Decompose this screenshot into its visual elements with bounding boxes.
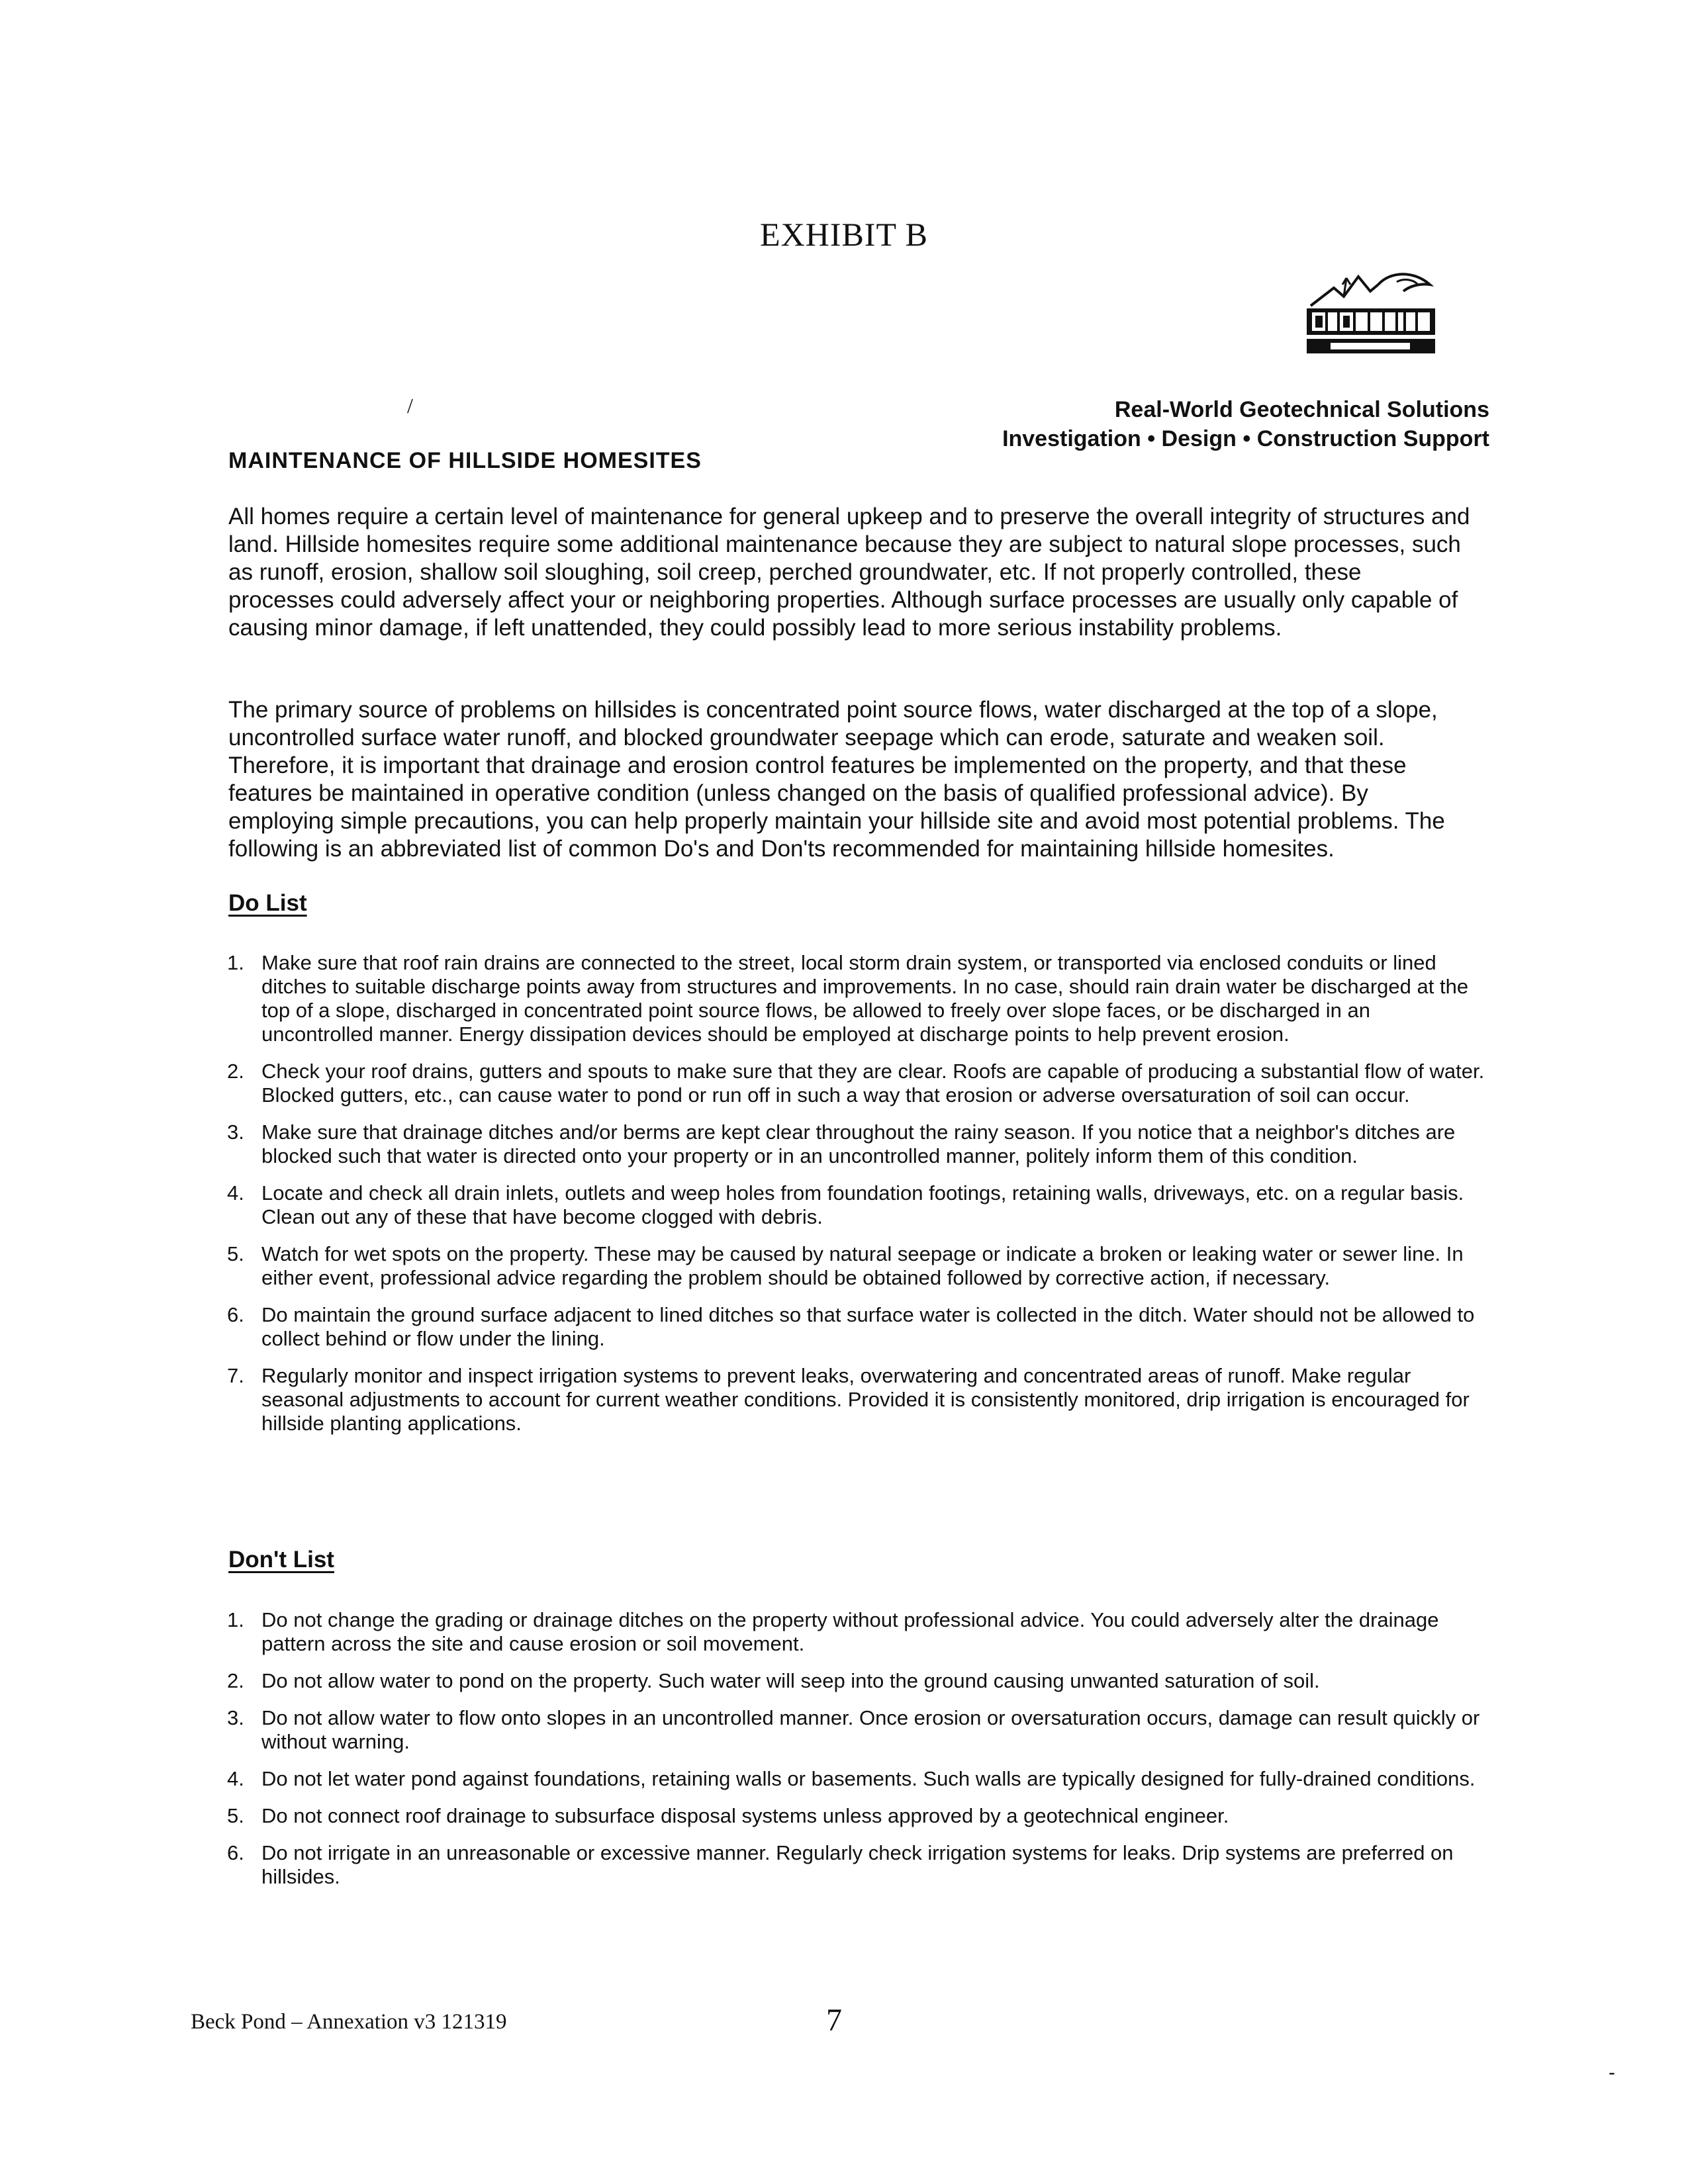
- item-number: 1.: [227, 1608, 244, 1631]
- list-item: [222, 1608, 1486, 1656]
- item-number: 6.: [227, 1841, 244, 1864]
- item-number: 2.: [227, 1669, 244, 1692]
- item-text: Do maintain the ground surface adjacent to lined ditches so that surface water is collected in the ditch. Water should not be allowed to collect behind or flow under the lining.: [261, 1303, 1475, 1350]
- item-text: Check your roof drains, gutters and spouts to make sure that they are clear. Roofs are capable of producing a substantial flow of water. Blocked gutters, etc., can cause water to pond or run off in such a way that erosion or adverse oversaturation of soil can occur.: [261, 1060, 1485, 1107]
- item-text: Do not irrigate in an unreasonable or excessive manner. Regularly check irrigation systems for leaks. Drip systems are preferred on hillsides.: [261, 1841, 1454, 1888]
- corner-mark: -: [1609, 2062, 1615, 2083]
- list-item: [222, 1669, 1486, 1693]
- list-item: [222, 1242, 1486, 1290]
- item-text: Locate and check all drain inlets, outlets and weep holes from foundation footings, retaining walls, driveways, etc. on a regular basis. Clean out any of these that have become clogged with debris.: [261, 1181, 1464, 1228]
- item-text: Make sure that drainage ditches and/or berms are kept clear throughout the rainy season. If you notice that a neighbor's ditches are blocked such that water is directed onto your property or in an uncontrolled manner, politely inform them of this condition.: [261, 1120, 1456, 1167]
- list-item: [222, 1841, 1486, 1889]
- do-list-heading: Do List: [228, 890, 307, 916]
- item-number: 3.: [227, 1706, 244, 1729]
- list-item: [222, 1120, 1486, 1168]
- dont-list: [222, 1608, 1486, 1902]
- list-item: [222, 1804, 1486, 1828]
- list-item: [222, 1181, 1486, 1229]
- item-text: Regularly monitor and inspect irrigation systems to prevent leaks, overwatering and concentrated areas of runoff. Make regular seasonal adjustments to account for current weather conditions. Provided it is consistently monitored, drip irrigation is encouraged for hillside planting applications.: [261, 1364, 1470, 1435]
- item-number: 1.: [227, 951, 244, 974]
- list-item: [222, 1767, 1486, 1791]
- item-text: Do not let water pond against foundations, retaining walls or basements. Such walls are typically designed for fully-drained conditions.: [261, 1767, 1476, 1790]
- item-number: 3.: [227, 1120, 244, 1144]
- list-item: [222, 1060, 1486, 1107]
- stray-mark: /: [407, 394, 413, 418]
- list-item: [222, 1364, 1486, 1435]
- intro-paragraph: All homes require a certain level of maintenance for general upkeep and to preserve the overall integrity of structures and land. Hillside homesites require some additional maintenance because they are subject to natural slope processes, such as runoff, erosion, shallow soil sloughing, soil creep, perched groundwater, etc. If not properly controlled, these processes could adversely affect your or neighboring properties. Although surface processes are usually only capable of causing minor damage, if left unattended, they could possibly lead to more serious instability problems.: [228, 504, 1470, 641]
- item-number: 4.: [227, 1767, 244, 1790]
- tagline-line-1: Real-World Geotechnical Solutions: [1114, 397, 1489, 422]
- company-tagline: [1002, 395, 1489, 453]
- page-number: 7: [826, 2003, 842, 2038]
- geopacific-logo: [1297, 265, 1443, 364]
- section-heading: MAINTENANCE OF HILLSIDE HOMESITES: [228, 448, 702, 473]
- item-number: 4.: [227, 1181, 244, 1205]
- item-text: Do not allow water to pond on the property. Such water will seep into the ground causing unwanted saturation of soil.: [261, 1669, 1320, 1692]
- problems-paragraph: The primary source of problems on hillsides is concentrated point source flows, water discharged at the top of a slope, uncontrolled surface water runoff, and blocked groundwater seepage which can erode, saturate and weaken soil. Therefore, it is important that drainage and erosion control features be implemented on the property, and that these features be maintained in operative condition (unless changed on the basis of qualified professional advice). By employing simple precautions, you can help properly maintain your hillside site and avoid most potential problems. The following is an abbreviated list of common Do's and Don'ts recommended for maintaining hillside homesites.: [228, 697, 1445, 862]
- item-text: Do not allow water to flow onto slopes in an uncontrolled manner. Once erosion or oversaturation occurs, damage can result quickly or without warning.: [261, 1706, 1480, 1753]
- tagline-line-2: Investigation • Design • Construction Support: [1002, 426, 1489, 451]
- item-number: 7.: [227, 1364, 244, 1387]
- item-number: 2.: [227, 1060, 244, 1083]
- list-item: [222, 951, 1486, 1046]
- list-item: [222, 1303, 1486, 1351]
- list-item: [222, 1706, 1486, 1754]
- do-list: [222, 951, 1486, 1449]
- item-number: 6.: [227, 1303, 244, 1326]
- exhibit-title: EXHIBIT B: [760, 216, 928, 253]
- item-number: 5.: [227, 1804, 244, 1827]
- item-text: Watch for wet spots on the property. These may be caused by natural seepage or indicate a broken or leaking water or sewer line. In either event, professional advice regarding the problem should be obtained followed by corrective action, if necessary.: [261, 1242, 1464, 1289]
- footer-document-id: Beck Pond – Annexation v3 121319: [191, 2010, 507, 2034]
- item-text: Do not connect roof drainage to subsurface disposal systems unless approved by a geotechnical engineer.: [261, 1804, 1229, 1827]
- item-text: Make sure that roof rain drains are connected to the street, local storm drain system, or transported via enclosed conduits or lined ditches to suitable discharge points away from structures and improvements. In no case, should rain drain water be discharged at the top of a slope, discharged in concentrated point source flows, be allowed to freely over slope faces, or be discharged in an uncontrolled manner. Energy dissipation devices should be employed at discharge points to help prevent erosion.: [261, 951, 1469, 1046]
- item-number: 5.: [227, 1242, 244, 1265]
- item-text: Do not change the grading or drainage ditches on the property without professional advice. You could adversely alter the drainage pattern across the site and cause erosion or soil movement.: [261, 1608, 1439, 1655]
- dont-list-heading: Don't List: [228, 1547, 334, 1572]
